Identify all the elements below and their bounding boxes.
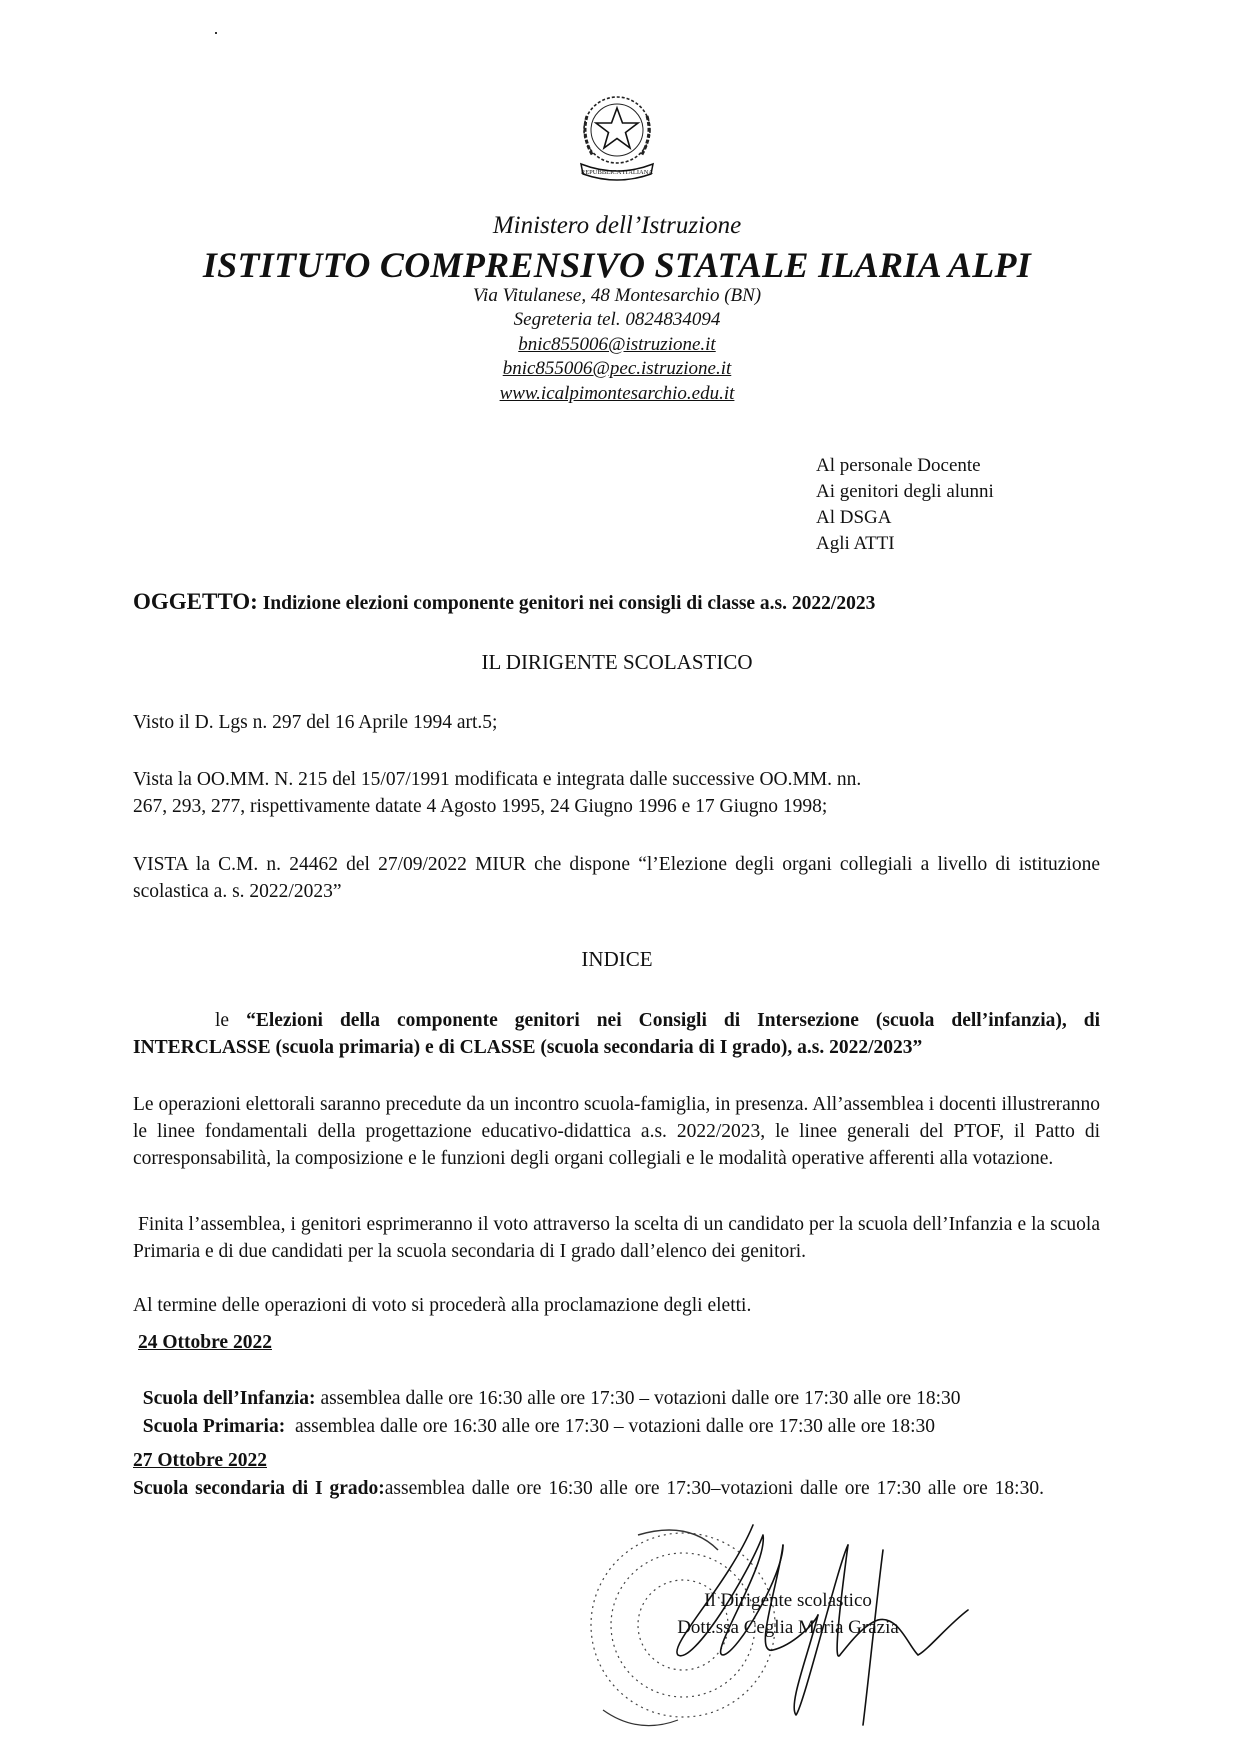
- subject-line: [133, 589, 1100, 615]
- schedule-details: assemblea dalle ore 16:30 alle ore 17:30–votazioni dalle ore 17:30 alle ore 18:30.: [384, 1478, 1044, 1499]
- premise-vista-om-cont: 267, 293, 277, rispettivamente datate 4 Agosto 1995, 24 Giugno 1996 e 17 Giugno 1998;: [133, 796, 828, 817]
- schedule-school: Scuola secondaria di I grado:: [133, 1478, 385, 1499]
- premise-vista-om: Vista la OO.MM. N. 215 del 15/07/1991 modificata e integrata dalle successive OO.MM. nn.: [133, 769, 862, 790]
- schedule-school: Scuola Primaria:: [142, 1416, 286, 1437]
- schedule-entry-primaria: [133, 1386, 1100, 1440]
- school-phone: Segreteria tel. 0824834094: [513, 309, 721, 330]
- indice-bold-text: “Elezioni della componente genitori nei Consigli di Intersezione (scuola dell’infanzia), di INTERCLASSE (scuola primaria) e di CLASSE (scuola secondaria di I grado), a.s. 2022/2023”: [133, 1010, 1101, 1058]
- schedule-details: assemblea dalle ore 16:30 alle ore 17:30 – votazioni dalle ore 17:30 alle ore 18:30: [315, 1388, 961, 1409]
- premise-visto: Visto il D. Lgs n. 297 del 16 Aprile 1994 art.5;: [133, 712, 498, 733]
- schedule-school: Scuola dell’Infanzia:: [142, 1388, 316, 1409]
- ministry-name: Ministero dell’Istruzione: [492, 212, 742, 239]
- issuer-heading: IL DIRIGENTE SCOLASTICO: [481, 650, 753, 674]
- recipient: Al personale Docente: [816, 455, 981, 476]
- schedule-date: [133, 1447, 1100, 1474]
- scan-artifact: [215, 32, 217, 34]
- signature-name: Dott.ssa Ceglia Maria Grazia: [677, 1617, 899, 1638]
- school-name: ISTITUTO COMPRENSIVO STATALE ILARIA ALPI: [202, 245, 1032, 285]
- paragraph-termine: Al termine delle operazioni di voto si procederà alla proclamazione degli eletti.: [133, 1295, 752, 1316]
- indice-heading: INDICE: [581, 947, 653, 971]
- signature-block: [578, 1505, 998, 1745]
- svg-text:REPUBBLICA ITALIANA: REPUBBLICA ITALIANA: [580, 169, 654, 176]
- indice-prefix: le: [215, 1010, 247, 1031]
- signature-role: Il Dirigente scolastico: [704, 1590, 872, 1611]
- school-website-link[interactable]: www.icalpimontesarchio.edu.it: [499, 383, 735, 404]
- schedule-date-24: 24 Ottobre 2022: [138, 1332, 272, 1353]
- schedule-details: assemblea dalle ore 16:30 alle ore 17:30 – votazioni dalle ore 17:30 alle ore 18:30: [285, 1416, 935, 1437]
- paragraph-operazioni: Le operazioni elettorali saranno precedute da un incontro scuola-famiglia, in presenza. All’assemblea i docenti illustreranno le linee fondamentali della progettazione educativo-didattica a.s. 2022/2023, le linee generali del PTOF, il Patto di corresponsabilità, la composizione e le funzioni degli organi collegiali e le modalità operative afferenti alla votazione.: [133, 1094, 1100, 1169]
- school-address: Via Vitulanese, 48 Montesarchio (BN): [472, 285, 762, 306]
- indice-text: [133, 1007, 1100, 1061]
- premise-vista-cm: VISTA la C.M. n. 24462 del 27/09/2022 MIUR che dispone “l’Elezione degli organi collegiali a livello di istituzione scolastica a. s. 2022/2023”: [133, 854, 1100, 902]
- recipient: Agli ATTI: [816, 533, 895, 554]
- schedule-date: [133, 1329, 1105, 1356]
- schedule-entry-secondaria: [133, 1475, 1100, 1502]
- subject-label: OGGETTO:: [133, 589, 258, 614]
- subject-text: Indizione elezioni componente genitori nei consigli di classe a.s. 2022/2023: [262, 593, 876, 614]
- recipient: Ai genitori degli alunni: [816, 481, 994, 502]
- schedule-date-27: 27 Ottobre 2022: [133, 1450, 267, 1471]
- school-email-link[interactable]: bnic855006@istruzione.it: [518, 334, 716, 355]
- school-pec-link[interactable]: bnic855006@pec.istruzione.it: [502, 358, 732, 379]
- paragraph-finita: Finita l’assemblea, i genitori esprimeranno il voto attraverso la scelta di un candidato per la scuola dell’Infanzia e la scuola Primaria e di due candidati per la scuola secondaria di I grado dall’elenco dei genitori.: [133, 1214, 1105, 1262]
- recipient: Al DSGA: [816, 507, 892, 528]
- italian-republic-emblem-icon: [567, 86, 667, 186]
